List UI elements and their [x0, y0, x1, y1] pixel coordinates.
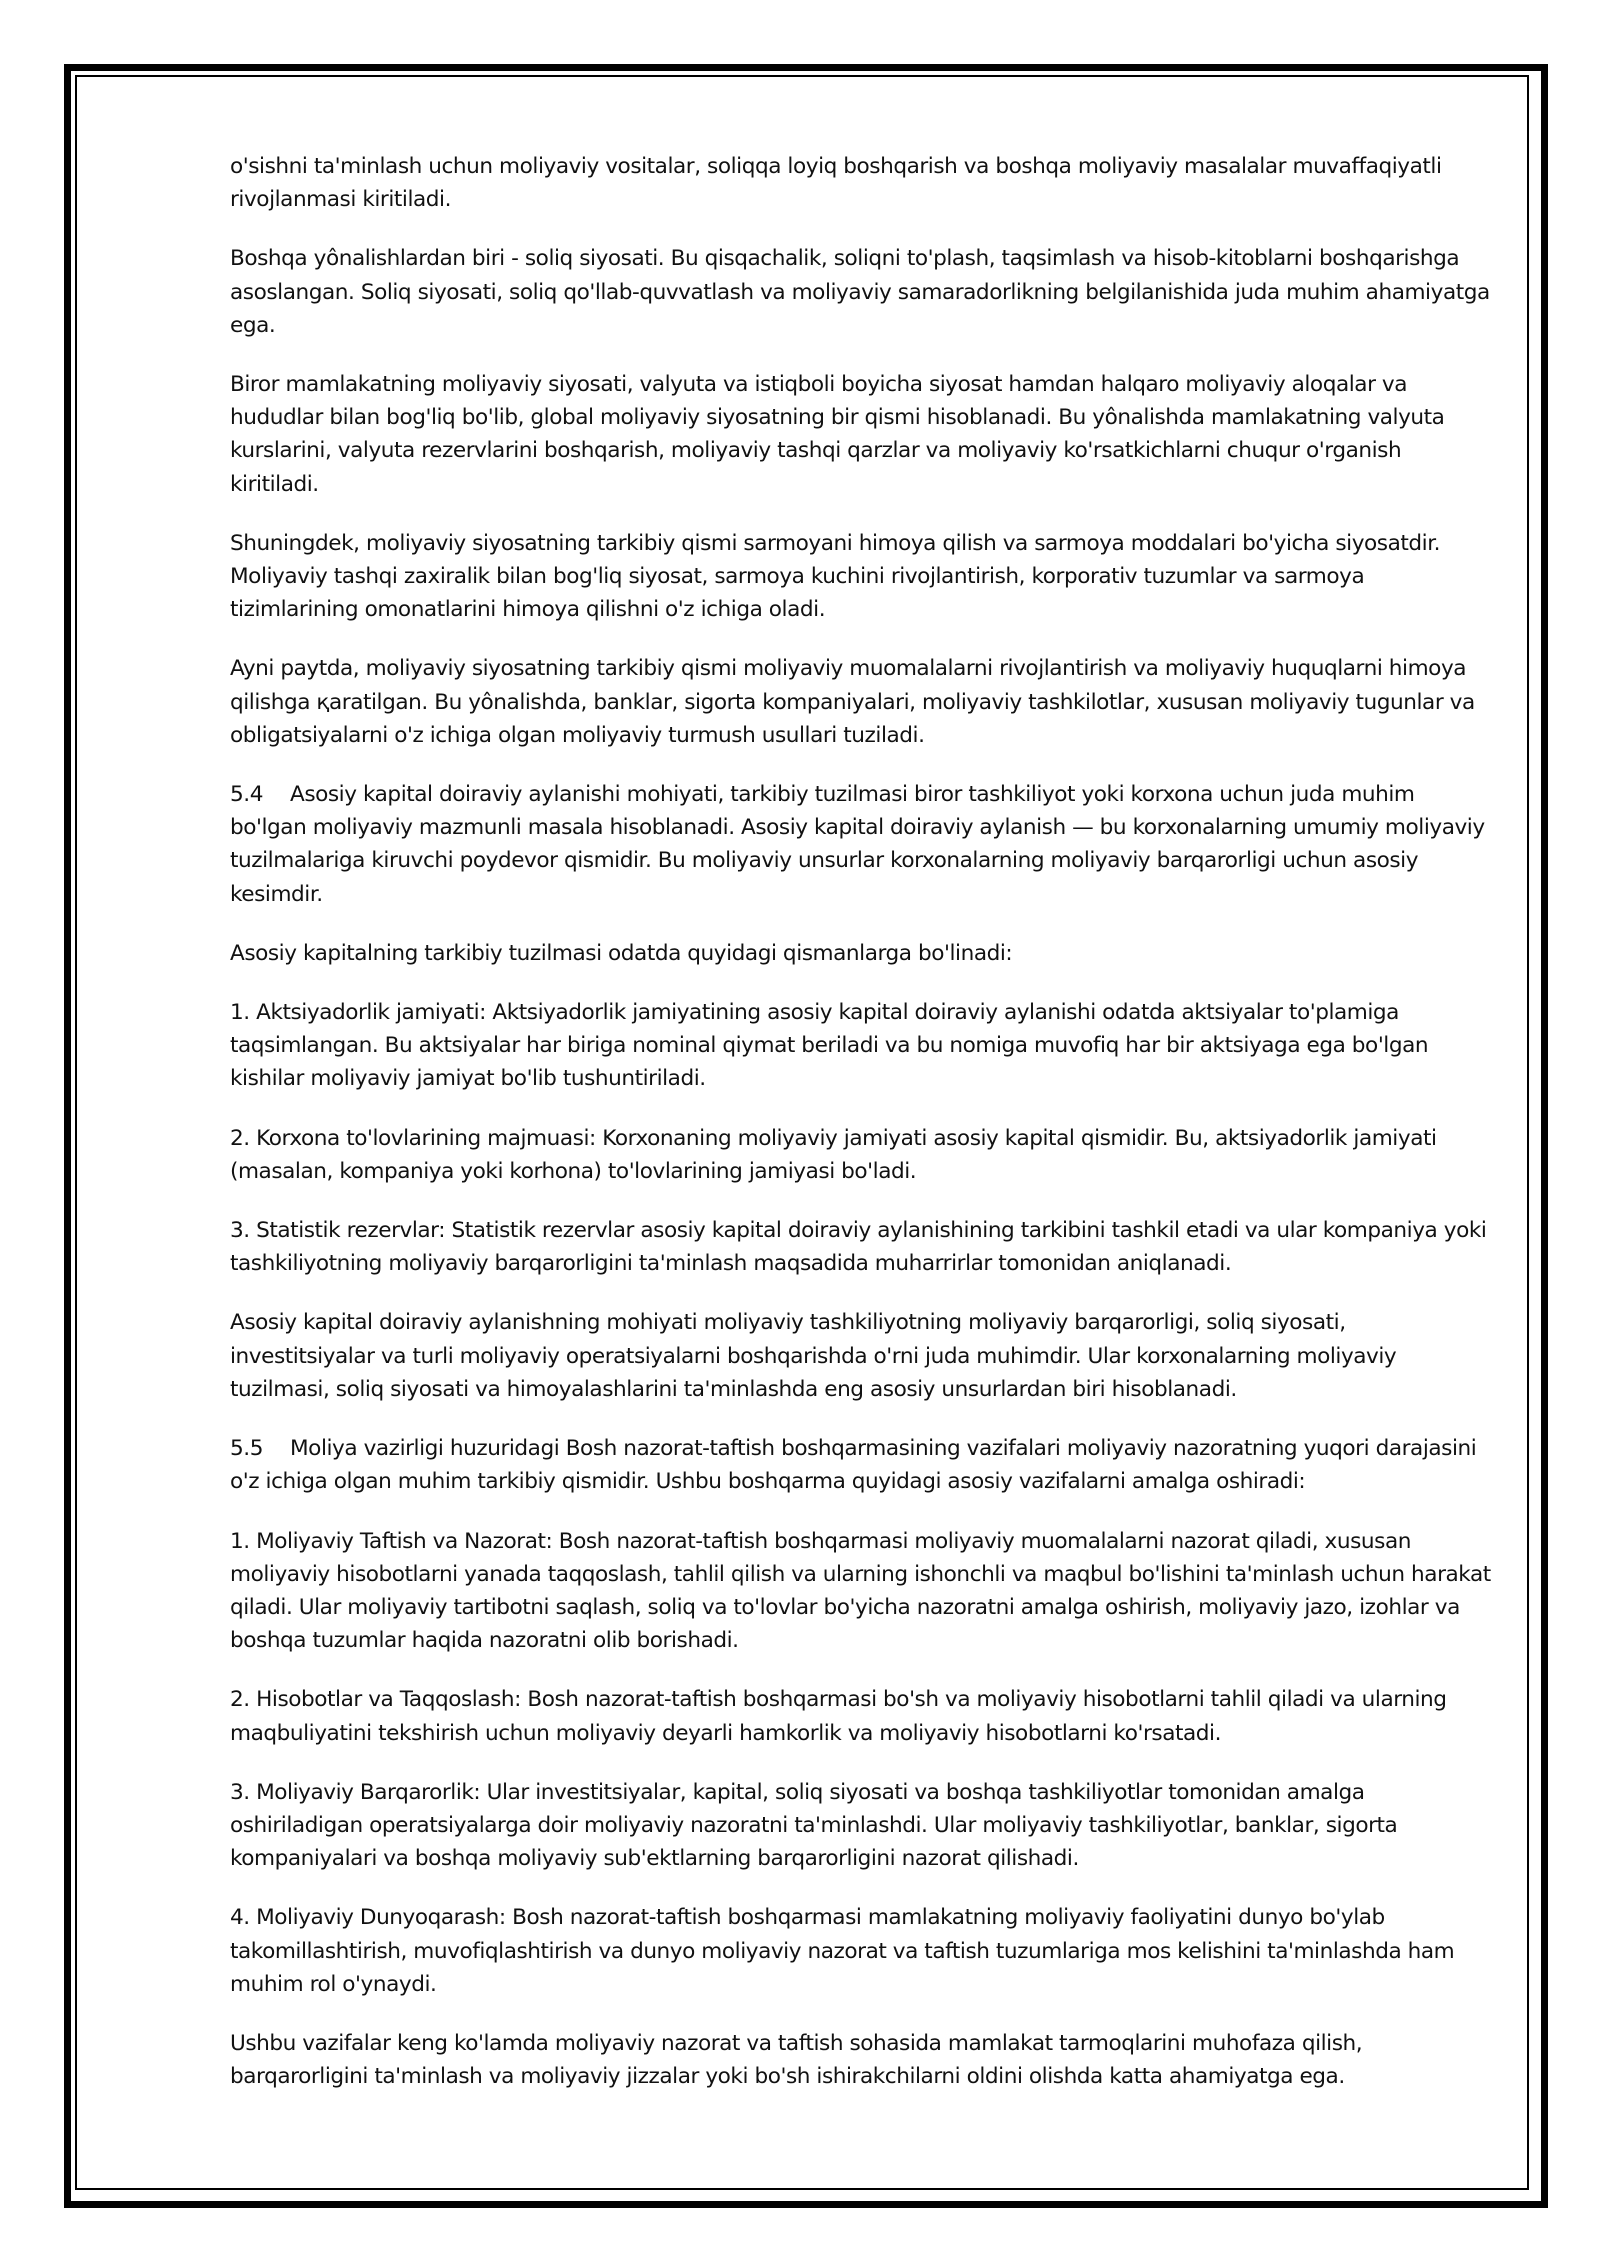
list-item: 1. Aktsiyadorlik jamiyati: Aktsiyadorlik jamiyatining asosiy kapital doiraviy aylanishi odatda aktsiyalar to'plamiga taqsimlangan. Bu aktsiyalar har biriga nominal qiymat beriladi va bu nomiga muvofiq har bir aktsiyaga ega bo'lgan kishilar moliyaviy jamiyat bo'lib tushuntiriladi. [230, 1000, 1429, 1092]
paragraph: Shuningdek, moliyaviy siyosatning tarkibiy qismi sarmoyani himoya qilish va sarmoya moddalari bo'yicha siyosatdir. Moliyaviy tashqi zaxiralik bilan bog'liq siyosat, sarmoya kuchini rivojlantirish, korporativ tuzumlar va sarmoya tizimlarining omonatlarini himoya qilishni o'z ichiga oladi. [230, 530, 1441, 623]
list-item: 1. Moliyaviy Taftish va Nazorat: Bosh nazorat-taftish boshqarmasi moliyaviy muomalalarni nazorat qiladi, xususan moliyaviy hisobotlarni yanada taqqoslash, tahlil qilish va ularning ishonchli va maqbul bo'lishini ta'minlash uchun harakat qiladi. Ular moliyaviy tartibotni saqlash, soliq va to'lovlar bo'yicha nazoratni amalga oshirish, moliyaviy jazo, izohlar va boshqa tuzumlar haqida nazoratni olib borishadi. [230, 1528, 1491, 1654]
section-number: 5.5 [230, 1436, 263, 1462]
section-text: Moliya vazirligi huzuridagi Bosh nazorat-taftish boshqarmasining vazifalari moliyaviy nazoratning yuqori darajasini o'z ichiga olgan muhim tarkibiy qismidir. Ushbu boshqarma quyidagi asosiy vazifalarni amalga oshiradi: [230, 1436, 1477, 1495]
paragraph: Ayni paytda, moliyaviy siyosatning tarkibiy qismi moliyaviy muomalalarni rivojlantirish va moliyaviy huquqlarni himoya qilishga қaratilgan. Bu yônalishda, banklar, sigorta kompaniyalari, moliyaviy tashkilotlar, xususan moliyaviy tugunlar va obligatsiyalarni o'z ichiga olgan moliyaviy turmush usullari tuziladi. [230, 656, 1475, 748]
paragraph: Boshqa yônalishlardan biri - soliq siyosati. Bu qisqachalik, soliqni to'plash, taqsimlash va hisob-kitoblarni boshqarishga asoslangan. Soliq siyosati, soliq qo'llab-quvvatlash va moliyaviy samaradorlikning belgilanishida juda muhim ahamiyatga ega. [230, 246, 1490, 338]
list-item: 4. Moliyaviy Dunyoqarash: Bosh nazorat-taftish boshqarmasi mamlakatning moliyaviy faoliyatini dunyo bo'ylab takomillashtirish, muvofiqlashtirish va dunyo moliyaviy nazorat va taftish tuzumlariga mos kelishini ta'minlashda ham muhim rol o'ynaydi. [230, 1905, 1455, 1997]
list-item: 3. Statistik rezervlar: Statistik rezervlar asosiy kapital doiraviy aylanishining tarkibini tashkil etadi va ular kompaniya yoki tashkiliyotning moliyaviy barqarorligini ta'minlash maqsadida muharrirlar tomonidan aniqlanadi. [230, 1218, 1487, 1277]
section-paragraph-5-5 [230, 1432, 1495, 1498]
paragraph: o'sishni ta'minlash uchun moliyaviy vositalar, soliqqa loyiq boshqarish va boshqa moliyaviy masalalar muvaffaqiyatli rivojlanmasi kiritiladi. [230, 154, 1442, 213]
paragraph: Asosiy kapitalning tarkibiy tuzilmasi odatda quyidagi qismanlarga bo'linadi: [230, 940, 1013, 966]
list-item: 2. Korxona to'lovlarining majmuasi: Korxonaning moliyaviy jamiyati asosiy kapital qismidir. Bu, aktsiyadorlik jamiyati (masalan, kompaniya yoki korhona) to'lovlarining jamiyasi bo'ladi. [230, 1125, 1437, 1184]
section-paragraph-5-4 [230, 778, 1495, 911]
list-item: 2. Hisobotlar va Taqqoslash: Bosh nazorat-taftish boshqarmasi bo'sh va moliyaviy hisobotlarni tahlil qiladi va ularning maqbuliyatini tekshirish uchun moliyaviy deyarli hamkorlik va moliyaviy hisobotlarni ko'rsatadi. [230, 1687, 1447, 1746]
section-text: Asosiy kapital doiraviy aylanishi mohiyati, tarkibiy tuzilmasi biror tashkiliyot yoki korxona uchun juda muhim bo'lgan moliyaviy mazmunli masala hisoblanadi. Asosiy kapital doiraviy aylanish — bu korxonalarning umumiy moliyaviy tuzilmalariga kiruvchi poydevor qismidir. Bu moliyaviy unsurlar korxonalarning moliyaviy barqarorligi uchun asosiy kesimdir. [230, 782, 1485, 907]
list-item: 3. Moliyaviy Barqarorlik: Ular investitsiyalar, kapital, soliq siyosati va boshqa tashkiliyotlar tomonidan amalga oshiriladigan operatsiyalarga doir moliyaviy nazoratni ta'minlashdi. Ular moliyaviy tashkiliyotlar, banklar, sigorta kompaniyalari va boshqa moliyaviy sub'ektlarning barqarorligini nazorat qilishadi. [230, 1779, 1398, 1872]
paragraph: Asosiy kapital doiraviy aylanishning mohiyati moliyaviy tashkiliyotning moliyaviy barqarorligi, soliq siyosati, investitsiyalar va turli moliyaviy operatsiyalarni boshqarishda o'rni juda muhimdir. Ular korxonalarning moliyaviy tuzilmasi, soliq siyosati va himoyalashlarini ta'minlashda eng asosiy unsurlardan biri hisoblanadi. [230, 1310, 1397, 1402]
section-number: 5.4 [230, 782, 263, 808]
paragraph: Ushbu vazifalar keng ko'lamda moliyaviy nazorat va taftish sohasida mamlakat tarmoqlarini muhofaza qilish, barqarorligini ta'minlash va moliyaviy jizzalar yoki bo'sh ishirakchilarni oldini olishda katta ahamiyatga ega. [230, 2030, 1363, 2090]
document-body [230, 150, 1495, 2119]
paragraph: Biror mamlakatning moliyaviy siyosati, valyuta va istiqboli boyicha siyosat hamdan halqaro moliyaviy aloqalar va hududlar bilan bog'liq bo'lib, global moliyaviy siyosatning bir qismi hisoblanadi. Bu yônalishda mamlakatning valyuta kurslarini, valyuta rezervlarini boshqarish, moliyaviy tashqi qarzlar va moliyaviy ko'rsatkichlarni chuqur o'rganish kiritiladi. [230, 372, 1445, 497]
